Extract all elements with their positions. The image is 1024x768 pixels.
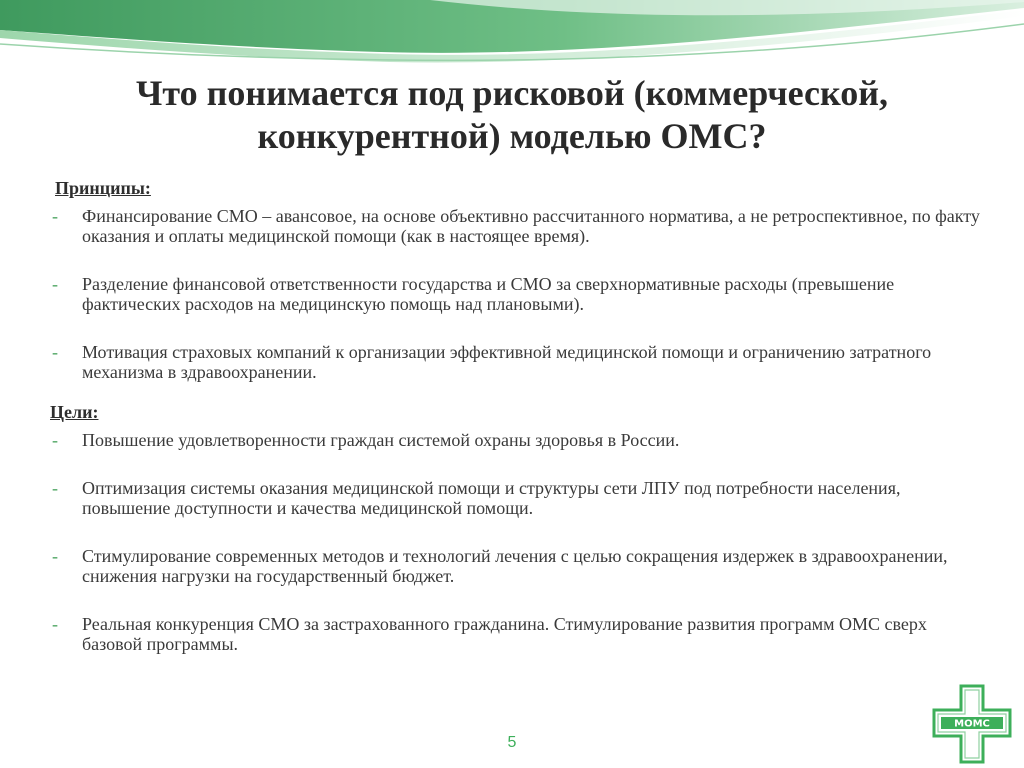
goal-item bbox=[50, 546, 980, 586]
principle-text: Финансирование СМО – авансовое, на основе объективно рассчитанного норматива, а не ретроспективное, по факту оказания и оплаты медицинской помощи (как в настоящее время). bbox=[82, 206, 980, 246]
goal-item bbox=[50, 614, 980, 654]
principle-item bbox=[50, 342, 980, 382]
goal-item bbox=[50, 478, 980, 518]
principle-text: Разделение финансовой ответственности государства и СМО за сверхнормативные расходы (превышение фактических расходов на медицинскую помощь над плановыми). bbox=[82, 274, 895, 314]
bullet-dash: - bbox=[52, 342, 58, 362]
header-wave-decoration bbox=[0, 0, 1024, 80]
bullet-dash: - bbox=[52, 206, 58, 226]
goal-text: Реальная конкуренция СМО за застрахованного гражданина. Стимулирование развития программ ОМС сверх базовой программы. bbox=[82, 614, 927, 654]
page-number: 5 bbox=[507, 734, 517, 751]
bullet-dash: - bbox=[52, 478, 58, 498]
goal-text: Оптимизация системы оказания медицинской помощи и структуры сети ЛПУ под потребности населения, повышение доступности и качества медицинской помощи. bbox=[82, 478, 901, 518]
slide-body bbox=[50, 178, 980, 682]
principle-item bbox=[50, 274, 980, 314]
logo-text: МОМС bbox=[954, 718, 990, 730]
goals-heading: Цели: bbox=[50, 402, 99, 422]
goal-item bbox=[50, 430, 980, 450]
goal-text: Стимулирование современных методов и технологий лечения с целью сокращения издержек в здравоохранении, снижения нагрузки на государственный бюджет. bbox=[82, 546, 948, 586]
bullet-dash: - bbox=[52, 430, 58, 450]
slide-title bbox=[60, 72, 964, 158]
principle-text: Мотивация страховых компаний к организации эффективной медицинской помощи и ограничению затратного механизма в здравоохранении. bbox=[82, 342, 932, 382]
principles-heading: Принципы: bbox=[55, 178, 151, 198]
title-line-2: конкурентной) моделью ОМС? bbox=[257, 116, 767, 156]
goal-text: Повышение удовлетворенности граждан системой охраны здоровья в России. bbox=[82, 430, 680, 450]
bullet-dash: - bbox=[52, 546, 58, 566]
title-line-1: Что понимается под рисковой (коммерческой, bbox=[135, 73, 889, 113]
principle-item bbox=[50, 206, 980, 246]
bullet-dash: - bbox=[52, 274, 58, 294]
moms-cross-logo-icon bbox=[932, 684, 1012, 764]
bullet-dash: - bbox=[52, 614, 58, 634]
